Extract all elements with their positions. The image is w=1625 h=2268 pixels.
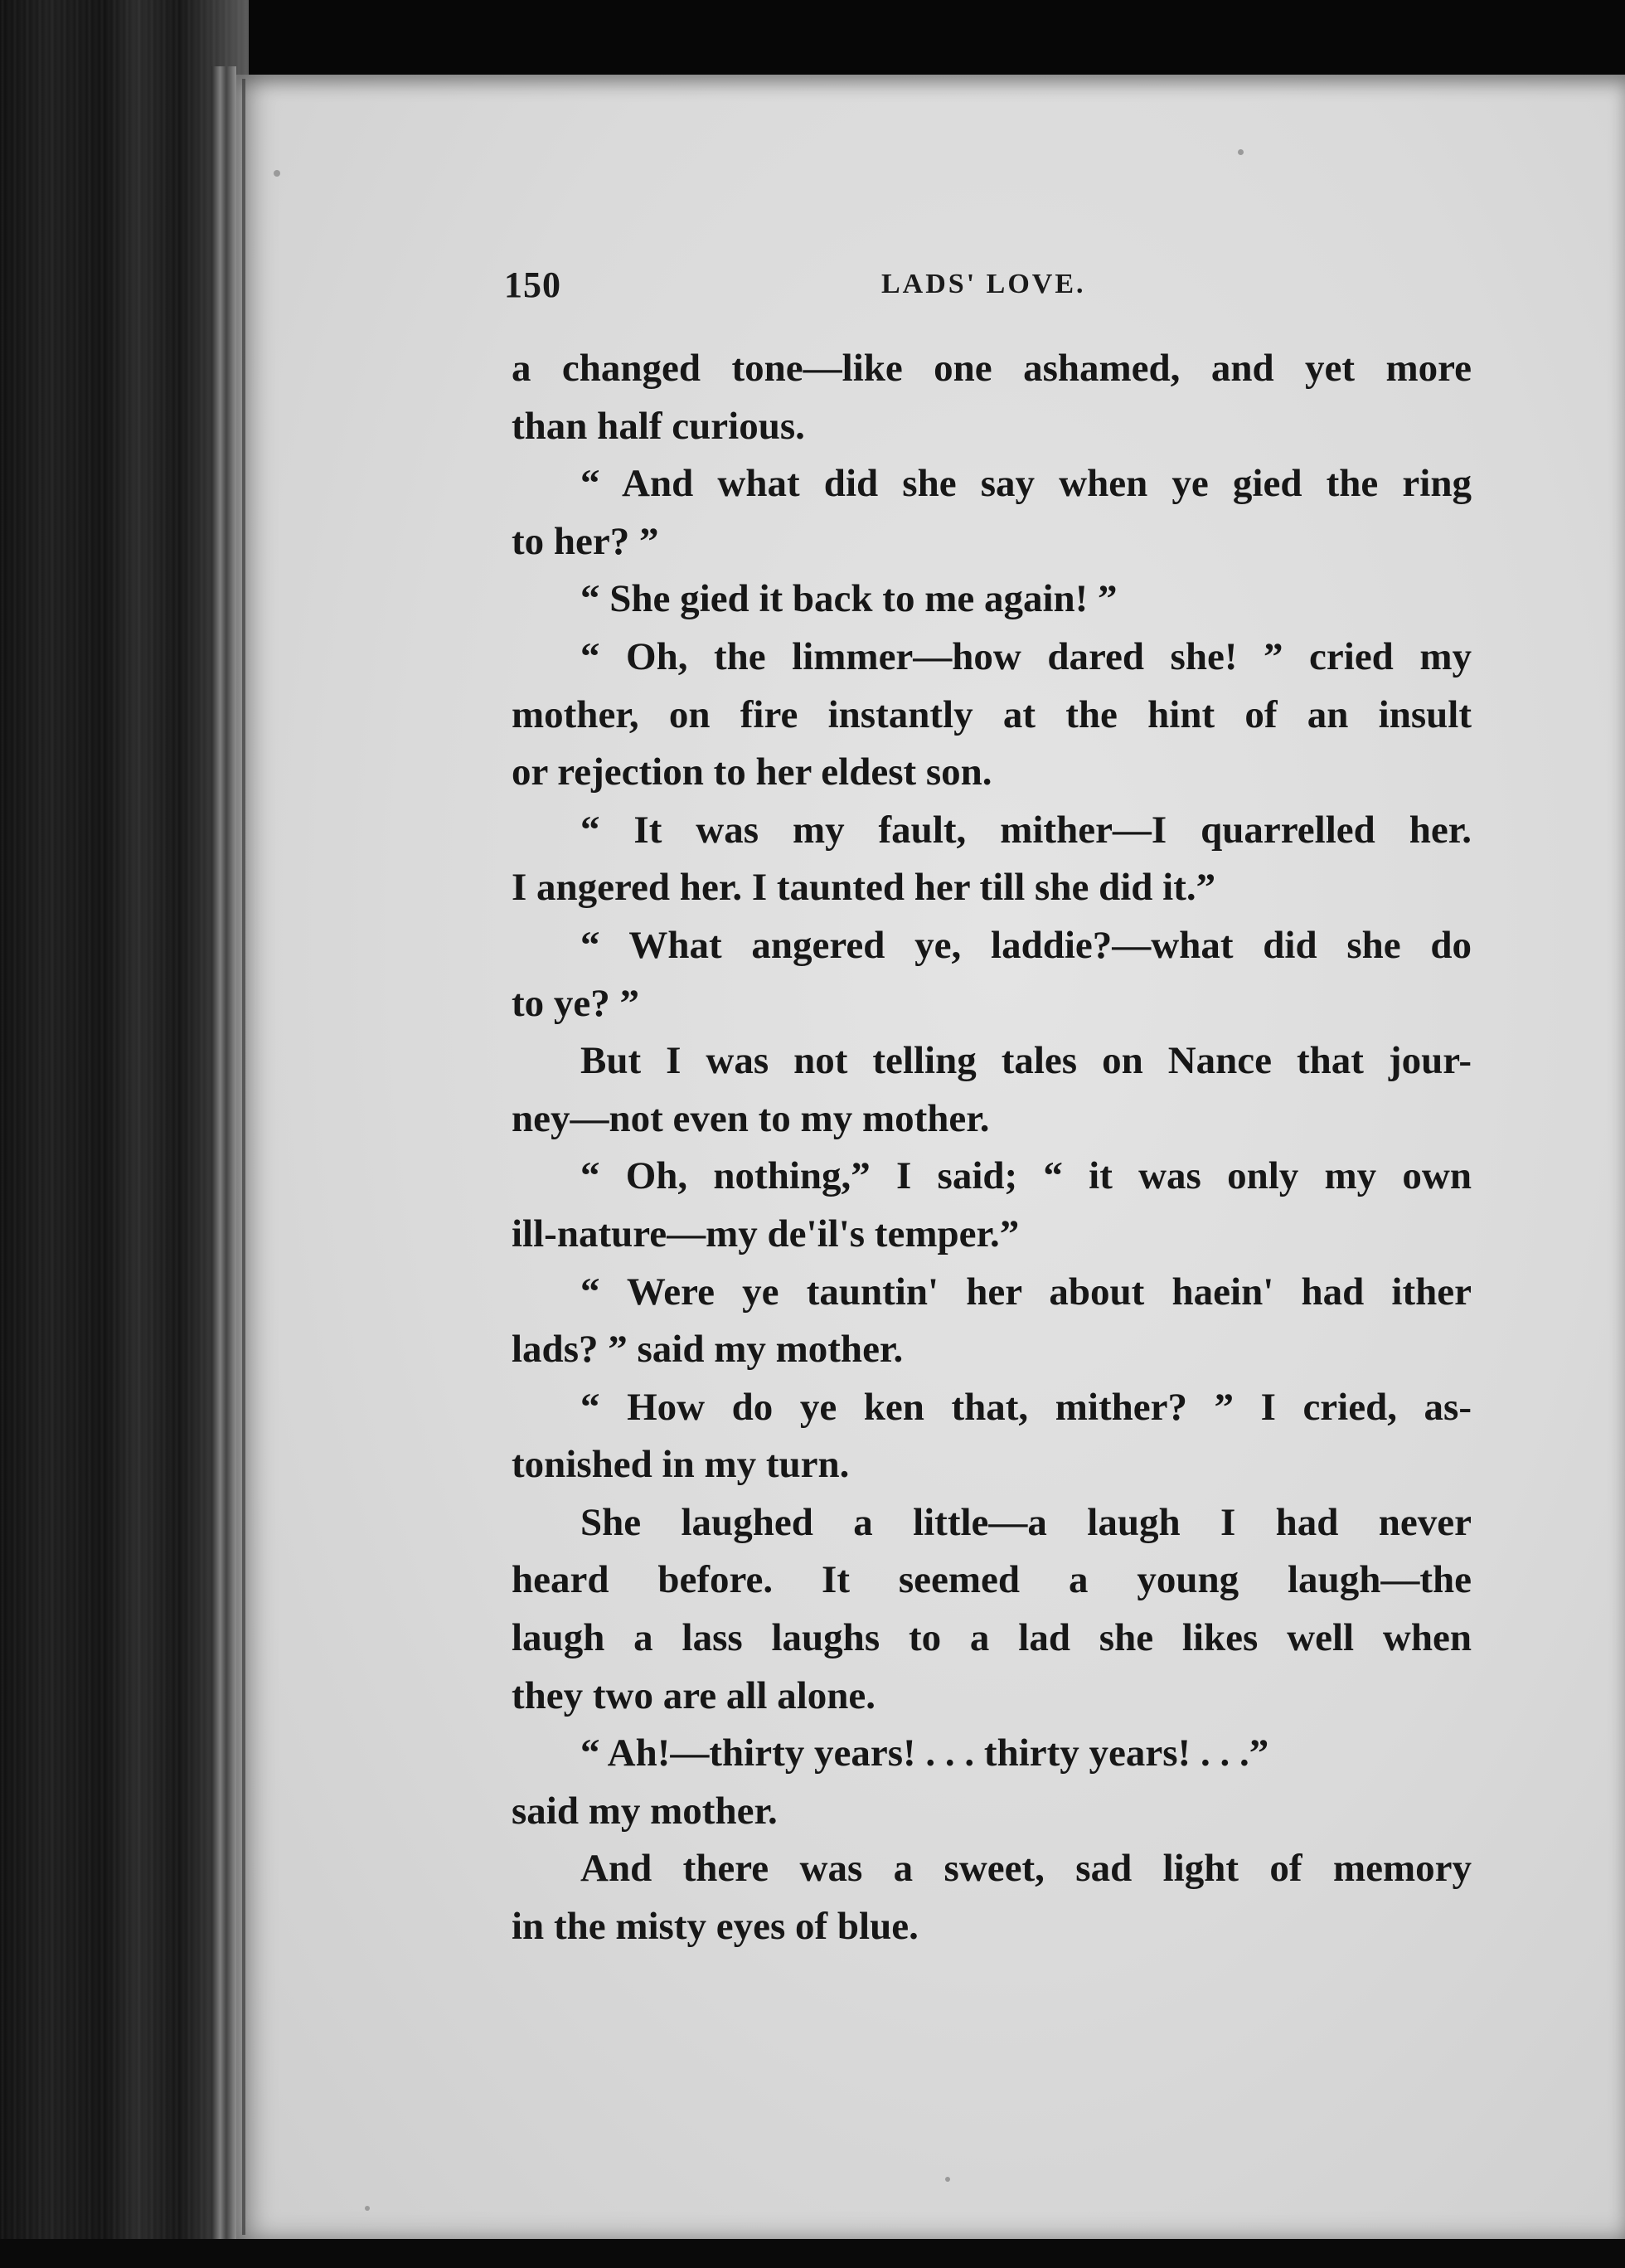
text-line: said my mother. bbox=[512, 1789, 778, 1833]
text-line: lads? ” said my mother. bbox=[512, 1328, 904, 1372]
text-line: But I was not telling tales on Nance that jour- bbox=[580, 1039, 1472, 1083]
text-line: “ It was my fault, mither—I quarrelled her. bbox=[580, 808, 1472, 852]
text-line: they two are all alone. bbox=[512, 1673, 876, 1717]
text-line: in the misty eyes of blue. bbox=[512, 1905, 919, 1949]
text-line: “ How do ye ken that, mither? ” I cried, as- bbox=[580, 1385, 1472, 1429]
text-line: “ She gied it back to me again! ” bbox=[580, 577, 1118, 621]
dust-speck bbox=[365, 2206, 370, 2211]
text-line: And there was a sweet, sad light of memory bbox=[580, 1847, 1472, 1891]
text-line: “ Oh, the limmer—how dared she! ” cried my bbox=[580, 634, 1472, 678]
text-line: mother, on fire instantly at the hint of an insult bbox=[512, 692, 1472, 736]
text-line: tonished in my turn. bbox=[512, 1443, 850, 1487]
text-line: “ Oh, nothing,” I said; “ it was only my own bbox=[580, 1154, 1472, 1198]
binding-edge bbox=[211, 66, 236, 2239]
text-line: “ And what did she say when ye gied the ring bbox=[580, 462, 1472, 506]
dust-speck bbox=[274, 170, 280, 177]
text-line: to ye? ” bbox=[512, 981, 640, 1025]
text-line: heard before. It seemed a young laugh—the bbox=[512, 1558, 1472, 1602]
text-line: I angered her. I taunted her till she did it.” bbox=[512, 866, 1216, 910]
text-line: “ Were ye tauntin' her about haein' had ither bbox=[580, 1270, 1472, 1314]
body-text bbox=[512, 340, 1472, 1956]
text-line: ney—not even to my mother. bbox=[512, 1096, 990, 1140]
page-gutter-line bbox=[242, 79, 245, 2235]
text-line: ill-nature—my de'il's temper.” bbox=[512, 1212, 1020, 1255]
text-line: She laughed a little—a laugh I had never bbox=[580, 1500, 1472, 1544]
scan-bottom-border bbox=[0, 2239, 1625, 2268]
running-title: LADS' LOVE. bbox=[881, 269, 1086, 299]
running-header bbox=[504, 264, 1134, 313]
dust-speck bbox=[945, 2177, 950, 2182]
text-line: a changed tone—like one ashamed, and yet more bbox=[512, 347, 1472, 390]
page-number: 150 bbox=[504, 265, 561, 305]
dust-speck bbox=[1238, 149, 1244, 155]
text-line: laugh a lass laughs to a lad she likes well when bbox=[512, 1616, 1472, 1660]
text-line: to her? ” bbox=[512, 519, 659, 563]
text-line: “ Ah!—thirty years! . . . thirty years! . . .” bbox=[580, 1731, 1269, 1775]
text-line: or rejection to her eldest son. bbox=[512, 750, 992, 794]
text-line: than half curious. bbox=[512, 404, 805, 448]
text-line: “ What angered ye, laddie?—what did she do bbox=[580, 923, 1472, 967]
